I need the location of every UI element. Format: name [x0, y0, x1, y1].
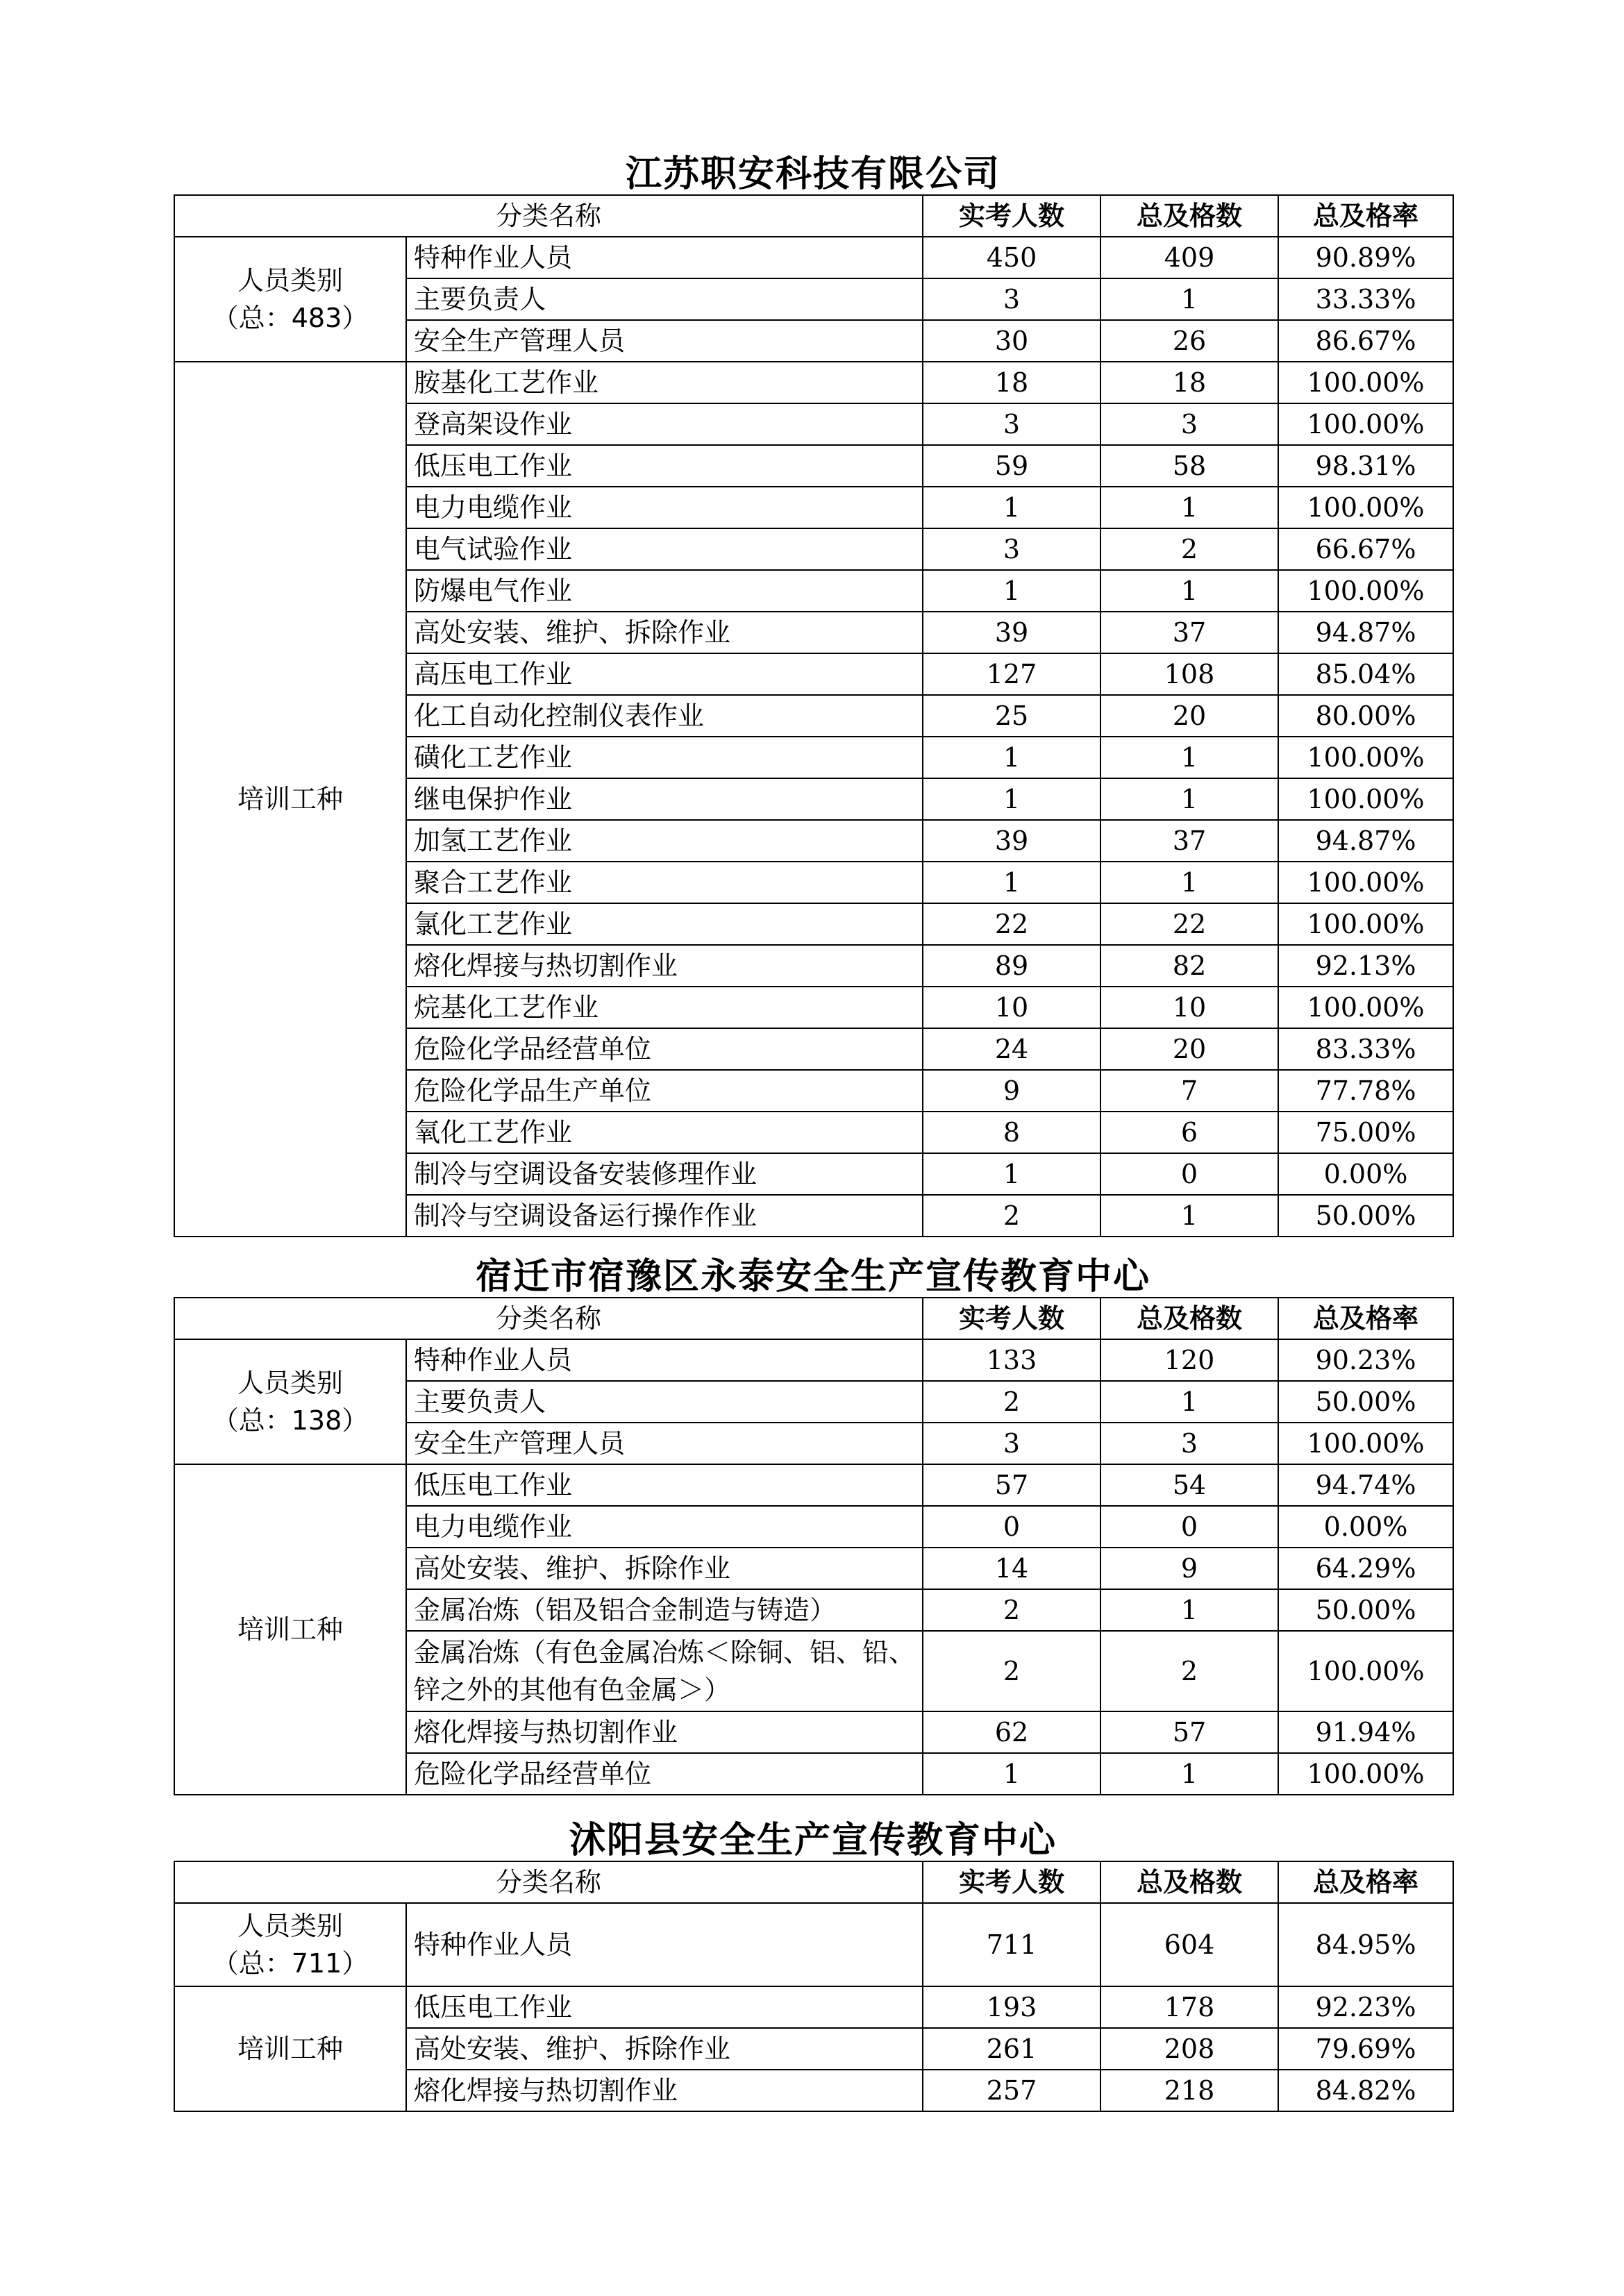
category-name: 胺基化工艺作业 — [406, 362, 923, 403]
category-name: 电力电缆作业 — [406, 487, 923, 528]
pass-count: 54 — [1100, 1464, 1278, 1506]
group-label-line1: 人员类别 — [237, 265, 343, 296]
header-pass-rate: 总及格率 — [1278, 195, 1453, 237]
pass-count: 82 — [1100, 945, 1278, 987]
exam-count: 0 — [923, 1506, 1100, 1548]
category-name: 高压电工作业 — [406, 653, 923, 695]
pass-rate: 77.78% — [1278, 1070, 1453, 1112]
pass-rate: 64.29% — [1278, 1548, 1453, 1589]
header-pass-count: 总及格数 — [1100, 1298, 1278, 1339]
category-name: 熔化焊接与热切割作业 — [406, 2070, 923, 2111]
pass-rate: 84.95% — [1278, 1903, 1453, 1986]
category-name: 磺化工艺作业 — [406, 737, 923, 778]
category-name: 安全生产管理人员 — [406, 320, 923, 362]
category-name: 低压电工作业 — [406, 445, 923, 487]
pass-count: 2 — [1100, 1631, 1278, 1711]
exam-count: 14 — [923, 1548, 1100, 1589]
pass-count: 18 — [1100, 362, 1278, 403]
pass-rate: 100.00% — [1278, 570, 1453, 612]
category-name: 高处安装、维护、拆除作业 — [406, 2028, 923, 2070]
exam-count: 18 — [923, 362, 1100, 403]
group-label-total: （总：138） — [212, 1405, 369, 1436]
header-exam-count: 实考人数 — [923, 1861, 1100, 1903]
header-row — [174, 1298, 1453, 1339]
pass-rate: 100.00% — [1278, 737, 1453, 778]
section-title: 江苏职安科技有限公司 — [625, 153, 1001, 195]
category-name: 金属冶炼（铝及铝合金制造与铸造） — [406, 1589, 923, 1631]
header-pass-count: 总及格数 — [1100, 195, 1278, 237]
exam-count: 1 — [923, 570, 1100, 612]
header-category: 分类名称 — [174, 1298, 923, 1339]
category-name: 危险化学品生产单位 — [406, 1070, 923, 1112]
pass-count: 120 — [1100, 1339, 1278, 1381]
exam-count: 133 — [923, 1339, 1100, 1381]
exam-count: 450 — [923, 237, 1100, 278]
category-name: 电气试验作业 — [406, 528, 923, 570]
pass-rate: 100.00% — [1278, 1423, 1453, 1464]
group-label — [174, 1339, 406, 1464]
exam-count: 39 — [923, 612, 1100, 653]
pass-rate: 50.00% — [1278, 1381, 1453, 1423]
exam-count: 62 — [923, 1711, 1100, 1753]
pass-count: 37 — [1100, 820, 1278, 862]
pass-count: 37 — [1100, 612, 1278, 653]
pass-count: 1 — [1100, 278, 1278, 320]
section-2 — [174, 1257, 1453, 1795]
pass-rate: 50.00% — [1278, 1195, 1453, 1237]
pass-count: 6 — [1100, 1112, 1278, 1153]
group-label-line1: 人员类别 — [237, 1911, 343, 1941]
pass-rate: 90.89% — [1278, 237, 1453, 278]
table-row — [174, 1903, 1453, 1986]
pass-rate: 66.67% — [1278, 528, 1453, 570]
exam-count: 2 — [923, 1589, 1100, 1631]
pass-count: 178 — [1100, 1986, 1278, 2028]
exam-count: 24 — [923, 1028, 1100, 1070]
section-title: 宿迁市宿豫区永泰安全生产宣传教育中心 — [475, 1256, 1150, 1298]
category-name: 烷基化工艺作业 — [406, 987, 923, 1028]
exam-count: 25 — [923, 695, 1100, 737]
exam-count: 1 — [923, 737, 1100, 778]
exam-count: 127 — [923, 653, 1100, 695]
category-name: 高处安装、维护、拆除作业 — [406, 1548, 923, 1589]
section-title: 沭阳县安全生产宣传教育中心 — [569, 1820, 1057, 1861]
exam-count: 1 — [923, 1153, 1100, 1195]
pass-count: 0 — [1100, 1153, 1278, 1195]
table-row — [174, 362, 1453, 403]
category-name: 主要负责人 — [406, 278, 923, 320]
category-name: 继电保护作业 — [406, 778, 923, 820]
exam-count: 1 — [923, 862, 1100, 903]
group-label — [174, 1464, 406, 1795]
category-name: 特种作业人员 — [406, 1339, 923, 1381]
exam-count: 1 — [923, 487, 1100, 528]
pass-count: 2 — [1100, 528, 1278, 570]
group-label-total: （总：483） — [212, 303, 369, 333]
pass-count: 1 — [1100, 1381, 1278, 1423]
exam-count: 59 — [923, 445, 1100, 487]
exam-count: 2 — [923, 1195, 1100, 1237]
header-row — [174, 195, 1453, 237]
table-row — [174, 1339, 1453, 1381]
pass-rate: 86.67% — [1278, 320, 1453, 362]
pass-rate: 83.33% — [1278, 1028, 1453, 1070]
group-label — [174, 1986, 406, 2111]
pass-count: 26 — [1100, 320, 1278, 362]
pass-rate: 92.23% — [1278, 1986, 1453, 2028]
group-label-line1: 培训工种 — [237, 1614, 343, 1645]
category-name: 登高架设作业 — [406, 403, 923, 445]
group-label-line1: 人员类别 — [237, 1368, 343, 1398]
category-name: 特种作业人员 — [406, 1903, 923, 1986]
pass-rate: 100.00% — [1278, 862, 1453, 903]
pass-count: 409 — [1100, 237, 1278, 278]
pass-count: 3 — [1100, 403, 1278, 445]
pass-rate: 79.69% — [1278, 2028, 1453, 2070]
pass-rate: 75.00% — [1278, 1112, 1453, 1153]
header-pass-rate: 总及格率 — [1278, 1861, 1453, 1903]
exam-count: 3 — [923, 1423, 1100, 1464]
pass-rate: 94.87% — [1278, 612, 1453, 653]
category-name: 氯化工艺作业 — [406, 903, 923, 945]
pass-rate: 100.00% — [1278, 487, 1453, 528]
header-category: 分类名称 — [174, 1861, 923, 1903]
pass-count: 108 — [1100, 653, 1278, 695]
category-name: 防爆电气作业 — [406, 570, 923, 612]
pass-count: 604 — [1100, 1903, 1278, 1986]
pass-count: 1 — [1100, 487, 1278, 528]
header-row — [174, 1861, 1453, 1903]
pass-rate: 91.94% — [1278, 1711, 1453, 1753]
pass-rate: 92.13% — [1278, 945, 1453, 987]
table-row — [174, 1464, 1453, 1506]
pass-rate: 100.00% — [1278, 1753, 1453, 1795]
pass-rate: 100.00% — [1278, 362, 1453, 403]
header-exam-count: 实考人数 — [923, 1298, 1100, 1339]
pass-count: 1 — [1100, 570, 1278, 612]
pass-count: 1 — [1100, 778, 1278, 820]
exam-count: 30 — [923, 320, 1100, 362]
pass-rate: 98.31% — [1278, 445, 1453, 487]
exam-count: 261 — [923, 2028, 1100, 2070]
exam-count: 711 — [923, 1903, 1100, 1986]
group-label-line1: 培训工种 — [237, 2034, 343, 2064]
group-label — [174, 362, 406, 1237]
results-table — [174, 1297, 1454, 1795]
exam-count: 57 — [923, 1464, 1100, 1506]
group-label-total: （总：711） — [212, 1948, 369, 1979]
group-label-line1: 培训工种 — [237, 784, 343, 814]
category-name: 加氢工艺作业 — [406, 820, 923, 862]
exam-count: 89 — [923, 945, 1100, 987]
pass-rate: 100.00% — [1278, 1631, 1453, 1711]
pass-rate: 100.00% — [1278, 403, 1453, 445]
pass-count: 1 — [1100, 1753, 1278, 1795]
pass-count: 1 — [1100, 862, 1278, 903]
results-table — [174, 1861, 1454, 2112]
pass-count: 57 — [1100, 1711, 1278, 1753]
category-name: 低压电工作业 — [406, 1464, 923, 1506]
exam-count: 193 — [923, 1986, 1100, 2028]
pass-rate: 90.23% — [1278, 1339, 1453, 1381]
pass-count: 20 — [1100, 695, 1278, 737]
pass-rate: 50.00% — [1278, 1589, 1453, 1631]
pass-count: 0 — [1100, 1506, 1278, 1548]
pass-rate: 0.00% — [1278, 1506, 1453, 1548]
category-name: 氧化工艺作业 — [406, 1112, 923, 1153]
category-name: 制冷与空调设备安装修理作业 — [406, 1153, 923, 1195]
exam-count: 3 — [923, 528, 1100, 570]
results-table — [174, 194, 1454, 1237]
pass-count: 3 — [1100, 1423, 1278, 1464]
category-name: 高处安装、维护、拆除作业 — [406, 612, 923, 653]
group-label — [174, 237, 406, 362]
header-pass-count: 总及格数 — [1100, 1861, 1278, 1903]
category-name: 熔化焊接与热切割作业 — [406, 945, 923, 987]
pass-count: 22 — [1100, 903, 1278, 945]
category-name: 主要负责人 — [406, 1381, 923, 1423]
exam-count: 22 — [923, 903, 1100, 945]
pass-count: 208 — [1100, 2028, 1278, 2070]
exam-count: 1 — [923, 778, 1100, 820]
pass-rate: 0.00% — [1278, 1153, 1453, 1195]
pass-rate: 80.00% — [1278, 695, 1453, 737]
header-category: 分类名称 — [174, 195, 923, 237]
header-pass-rate: 总及格率 — [1278, 1298, 1453, 1339]
category-name: 熔化焊接与热切割作业 — [406, 1711, 923, 1753]
exam-count: 39 — [923, 820, 1100, 862]
exam-count: 3 — [923, 278, 1100, 320]
exam-count: 8 — [923, 1112, 1100, 1153]
category-name: 制冷与空调设备运行操作作业 — [406, 1195, 923, 1237]
pass-rate: 94.87% — [1278, 820, 1453, 862]
section-3 — [174, 1820, 1453, 2112]
pass-count: 1 — [1100, 1589, 1278, 1631]
table-row — [174, 1986, 1453, 2028]
pass-count: 1 — [1100, 737, 1278, 778]
category-name: 化工自动化控制仪表作业 — [406, 695, 923, 737]
group-label — [174, 1903, 406, 1986]
exam-count: 2 — [923, 1381, 1100, 1423]
category-name: 低压电工作业 — [406, 1986, 923, 2028]
pass-rate: 94.74% — [1278, 1464, 1453, 1506]
pass-count: 10 — [1100, 987, 1278, 1028]
exam-count: 2 — [923, 1631, 1100, 1711]
pass-rate: 33.33% — [1278, 278, 1453, 320]
pass-count: 218 — [1100, 2070, 1278, 2111]
exam-count: 1 — [923, 1753, 1100, 1795]
pass-rate: 100.00% — [1278, 778, 1453, 820]
pass-rate: 85.04% — [1278, 653, 1453, 695]
exam-count: 10 — [923, 987, 1100, 1028]
pass-rate: 100.00% — [1278, 903, 1453, 945]
exam-count: 3 — [923, 403, 1100, 445]
category-name: 特种作业人员 — [406, 237, 923, 278]
category-name: 危险化学品经营单位 — [406, 1028, 923, 1070]
category-name: 安全生产管理人员 — [406, 1423, 923, 1464]
exam-count: 9 — [923, 1070, 1100, 1112]
category-name: 金属冶炼（有色金属冶炼＜除铜、铝、铅、锌之外的其他有色金属＞） — [406, 1631, 923, 1711]
header-exam-count: 实考人数 — [923, 195, 1100, 237]
category-name: 聚合工艺作业 — [406, 862, 923, 903]
pass-count: 1 — [1100, 1195, 1278, 1237]
exam-count: 257 — [923, 2070, 1100, 2111]
pass-count: 7 — [1100, 1070, 1278, 1112]
pass-count: 9 — [1100, 1548, 1278, 1589]
category-name: 危险化学品经营单位 — [406, 1753, 923, 1795]
section-1 — [174, 154, 1453, 1237]
pass-count: 20 — [1100, 1028, 1278, 1070]
category-name: 电力电缆作业 — [406, 1506, 923, 1548]
pass-rate: 100.00% — [1278, 987, 1453, 1028]
table-row — [174, 237, 1453, 278]
pass-rate: 84.82% — [1278, 2070, 1453, 2111]
pass-count: 58 — [1100, 445, 1278, 487]
